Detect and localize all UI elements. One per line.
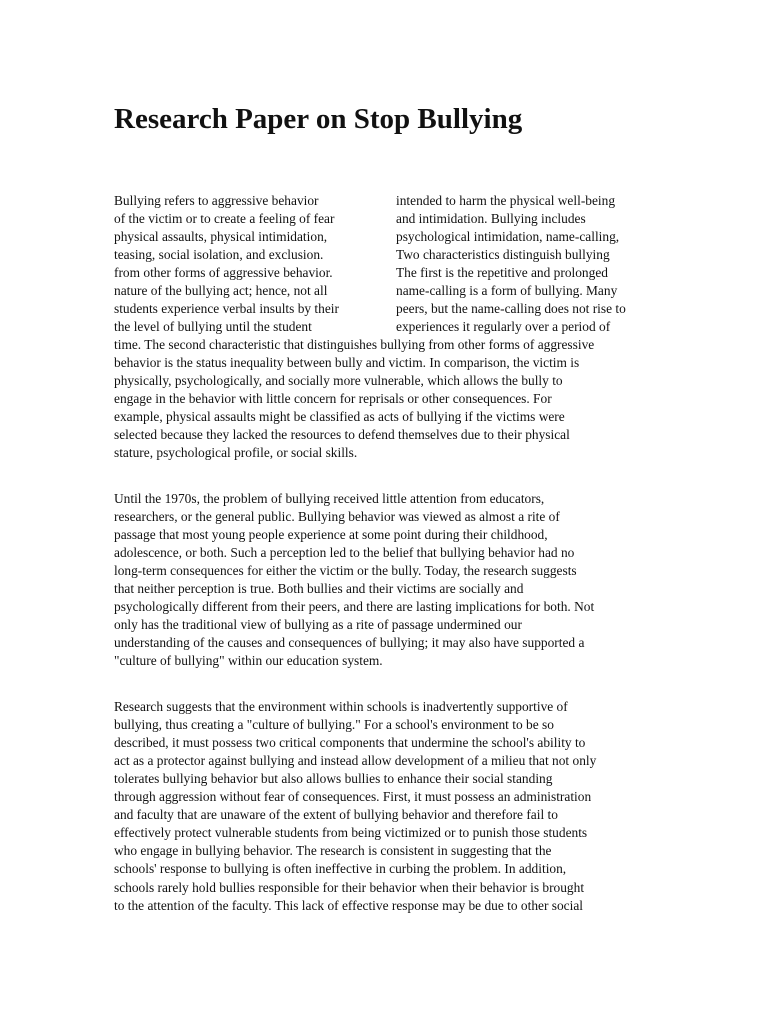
paragraph-3-line: to the attention of the faculty. This lack of effective response may be due to other social: [114, 897, 584, 913]
paragraph-2-line: Until the 1970s, the problem of bullying received little attention from educators,: [114, 491, 545, 506]
intro-left-column-line: of the victim or to create a feeling of fear: [114, 211, 335, 227]
intro-left-column-line: the level of bullying until the student: [114, 319, 312, 335]
intro-left-column-line: Bullying refers to aggressive behavior: [114, 193, 319, 208]
paragraph-3-line: schools rarely hold bullies responsible for their behavior when their behavior is brought: [114, 879, 585, 895]
intro-paragraph-line: time. The second characteristic that distinguishes bullying from other forms of aggressive: [114, 337, 595, 352]
intro-left-column-line: teasing, social isolation, and exclusion.: [114, 247, 324, 263]
intro-right-column-line: intended to harm the physical well-being: [396, 193, 616, 208]
paragraph-2-line: researchers, or the general public. Bullying behavior was viewed as almost a rite of: [114, 509, 560, 525]
intro-paragraph-line: physically, psychologically, and socially more vulnerable, which allows the bully to: [114, 373, 563, 389]
paragraph-3-line: bullying, thus creating a "culture of bullying." For a school's environment to be so: [114, 717, 554, 733]
paragraph-2-line: only has the traditional view of bullying as a rite of passage undermined our: [114, 617, 522, 633]
paragraph-3-line: and faculty that are unaware of the extent of bullying behavior and therefore fail to: [114, 807, 558, 823]
intro-right-column-line: peers, but the name-calling does not rise to: [396, 301, 626, 317]
paragraph-3-line: schools' response to bullying is often ineffective in curbing the problem. In addition,: [114, 861, 567, 877]
intro-left-column-line: from other forms of aggressive behavior.: [114, 265, 333, 281]
intro-right-column-line: name-calling is a form of bullying. Many: [396, 283, 618, 299]
intro-left-column-line: nature of the bullying act; hence, not all: [114, 283, 328, 299]
paragraph-2-line: long-term consequences for either the victim or the bully. Today, the research suggests: [114, 563, 577, 579]
intro-right-column-line: psychological intimidation, name-calling,: [396, 229, 620, 245]
intro-left-column-line: physical assaults, physical intimidation,: [114, 229, 328, 245]
paragraph-2-line: understanding of the causes and consequences of bullying; it may also have supported a: [114, 635, 585, 651]
intro-right-column-line: experiences it regularly over a period of: [396, 319, 611, 335]
paragraph-3-line: effectively protect vulnerable students from being victimized or to punish those students: [114, 825, 588, 841]
intro-right-column-line: and intimidation. Bullying includes: [396, 211, 586, 227]
intro-paragraph-line: selected because they lacked the resources to defend themselves due to their physical: [114, 427, 570, 443]
paragraph-2-line: "culture of bullying" within our education system.: [114, 653, 383, 669]
intro-paragraph-line: example, physical assaults might be classified as acts of bullying if the victims were: [114, 409, 565, 425]
intro-paragraph-line: stature, psychological profile, or social skills.: [114, 445, 358, 461]
intro-right-column-line: The first is the repetitive and prolonged: [396, 265, 608, 281]
intro-right-column-line: Two characteristics distinguish bullying: [396, 247, 610, 263]
page-title: Research Paper on Stop Bullying: [114, 103, 523, 135]
paragraph-3-line: who engage in bullying behavior. The research is consistent in suggesting that the: [114, 843, 552, 859]
paragraph-3-line: Research suggests that the environment within schools is inadvertently supportive of: [114, 699, 568, 714]
paragraph-2-line: psychologically different from their peers, and there are lasting implications for both. Not: [114, 599, 595, 615]
paragraph-2-line: adolescence, or both. Such a perception led to the belief that bullying behavior had no: [114, 545, 575, 561]
paragraph-2-line: passage that most young people experience at some point during their childhood,: [114, 527, 548, 543]
paragraph-3-line: through aggression without fear of consequences. First, it must possess an administration: [114, 789, 592, 805]
paragraph-3-line: tolerates bullying behavior but also allows bullies to enhance their social standing: [114, 771, 553, 787]
intro-paragraph-line: engage in the behavior with little concern for reprisals or other consequences. For: [114, 391, 552, 407]
intro-paragraph-line: behavior is the status inequality between bully and victim. In comparison, the victim is: [114, 355, 580, 371]
paragraph-3-line: act as a protector against bullying and instead allow development of a milieu that not only: [114, 753, 597, 769]
intro-left-column-line: students experience verbal insults by their: [114, 301, 339, 317]
paragraph-3-line: described, it must possess two critical components that undermine the school's ability to: [114, 735, 586, 751]
paragraph-2-line: that neither perception is true. Both bullies and their victims are socially and: [114, 581, 524, 597]
